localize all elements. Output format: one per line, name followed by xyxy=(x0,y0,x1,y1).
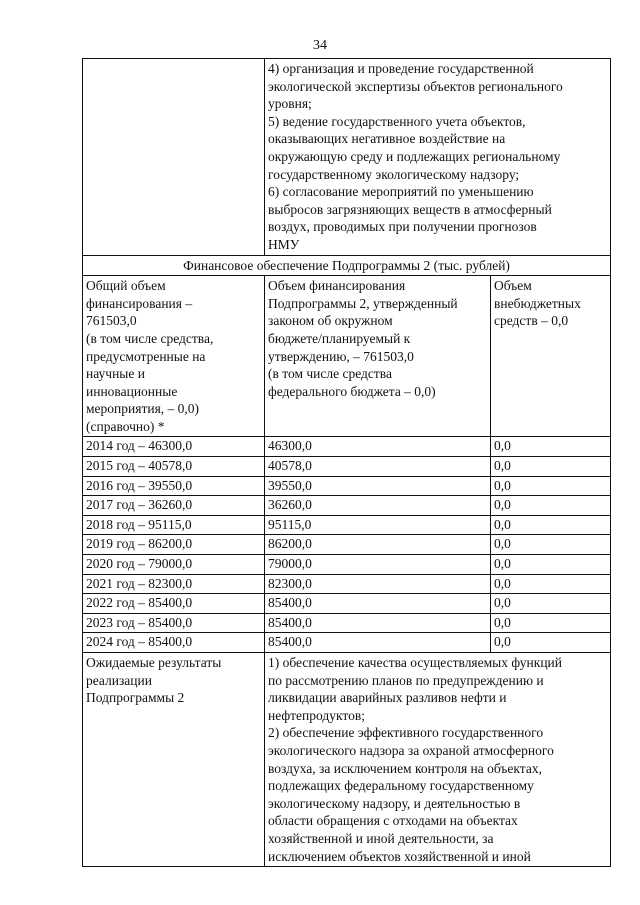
year-row xyxy=(83,437,611,457)
year-row xyxy=(83,613,611,633)
results-label-cell: Ожидаемые результаты реализации Подпрограммы 2 xyxy=(83,653,265,867)
budget-financing-cell: Объем финансирования Подпрограммы 2, утвержденный законом об окружном бюджете/планируемый к утверждению, – 761503,0 (в том числе средства федерального бюджета – 0,0) xyxy=(265,276,491,437)
year-label-cell: 2014 год – 46300,0 xyxy=(83,437,265,457)
year-row xyxy=(83,515,611,535)
year-budget-cell: 85400,0 xyxy=(265,594,491,614)
year-extrabudget-cell: 0,0 xyxy=(491,515,611,535)
year-label-cell: 2023 год – 85400,0 xyxy=(83,613,265,633)
year-budget-cell: 39550,0 xyxy=(265,476,491,496)
year-row xyxy=(83,633,611,653)
financing-totals-row xyxy=(83,276,611,437)
year-budget-cell: 36260,0 xyxy=(265,496,491,516)
results-row xyxy=(83,653,611,867)
year-label-cell: 2024 год – 85400,0 xyxy=(83,633,265,653)
year-row xyxy=(83,496,611,516)
results-text-cell: 1) обеспечение качества осуществляемых функций по рассмотрению планов по предупреждению и ликвидации аварийных разливов нефти и нефтепродуктов; 2) обеспечение эффективного государственного экологического надзора за охраной атмосферного воздуха, за исключением контроля на объектах, подлежащих федеральному государственному экологическому надзору, и деятельностью в области обращения с отходами на объектах хозяйственной и иной деятельности, за исключением объектов хозяйственной и иной xyxy=(265,653,611,867)
year-extrabudget-cell: 0,0 xyxy=(491,496,611,516)
year-budget-cell: 85400,0 xyxy=(265,633,491,653)
tasks-text-cell: 4) организация и проведение государственной экологической экспертизы объектов регионального уровня; 5) ведение государственного учета объектов, оказывающих негативное воздействие на окружающую среду и подлежащих региональному государственному экологическому надзору; 6) согласование мероприятий по уменьшению выбросов загрязняющих веществ в атмосферный воздух, проводимых при получении прогнозов НМУ xyxy=(265,59,611,256)
year-extrabudget-cell: 0,0 xyxy=(491,457,611,477)
year-row xyxy=(83,457,611,477)
year-label-cell: 2018 год – 95115,0 xyxy=(83,515,265,535)
year-budget-cell: 79000,0 xyxy=(265,555,491,575)
year-budget-cell: 46300,0 xyxy=(265,437,491,457)
year-label-cell: 2015 год – 40578,0 xyxy=(83,457,265,477)
year-budget-cell: 86200,0 xyxy=(265,535,491,555)
year-row xyxy=(83,574,611,594)
year-extrabudget-cell: 0,0 xyxy=(491,437,611,457)
tasks-left-cell xyxy=(83,59,265,256)
year-row xyxy=(83,594,611,614)
subprogram-table xyxy=(82,58,611,867)
year-row xyxy=(83,555,611,575)
year-label-cell: 2022 год – 85400,0 xyxy=(83,594,265,614)
year-label-cell: 2021 год – 82300,0 xyxy=(83,574,265,594)
year-extrabudget-cell: 0,0 xyxy=(491,476,611,496)
year-label-cell: 2016 год – 39550,0 xyxy=(83,476,265,496)
year-label-cell: 2020 год – 79000,0 xyxy=(83,555,265,575)
year-extrabudget-cell: 0,0 xyxy=(491,633,611,653)
year-extrabudget-cell: 0,0 xyxy=(491,594,611,614)
year-extrabudget-cell: 0,0 xyxy=(491,574,611,594)
year-budget-cell: 85400,0 xyxy=(265,613,491,633)
extrabudget-financing-cell: Объем внебюджетных средств – 0,0 xyxy=(491,276,611,437)
year-extrabudget-cell: 0,0 xyxy=(491,555,611,575)
year-row xyxy=(83,476,611,496)
total-financing-cell: Общий объем финансирования – 761503,0 (в том числе средства, предусмотренные на научные и инновационные мероприятия, – 0,0) (справочно) * xyxy=(83,276,265,437)
tasks-row xyxy=(83,59,611,256)
year-label-cell: 2019 год – 86200,0 xyxy=(83,535,265,555)
year-extrabudget-cell: 0,0 xyxy=(491,535,611,555)
financing-heading-row xyxy=(83,255,611,276)
year-budget-cell: 40578,0 xyxy=(265,457,491,477)
year-budget-cell: 82300,0 xyxy=(265,574,491,594)
year-label-cell: 2017 год – 36260,0 xyxy=(83,496,265,516)
financing-heading: Финансовое обеспечение Подпрограммы 2 (тыс. рублей) xyxy=(83,255,611,276)
page-number: 34 xyxy=(313,38,327,53)
year-row xyxy=(83,535,611,555)
year-extrabudget-cell: 0,0 xyxy=(491,613,611,633)
year-budget-cell: 95115,0 xyxy=(265,515,491,535)
